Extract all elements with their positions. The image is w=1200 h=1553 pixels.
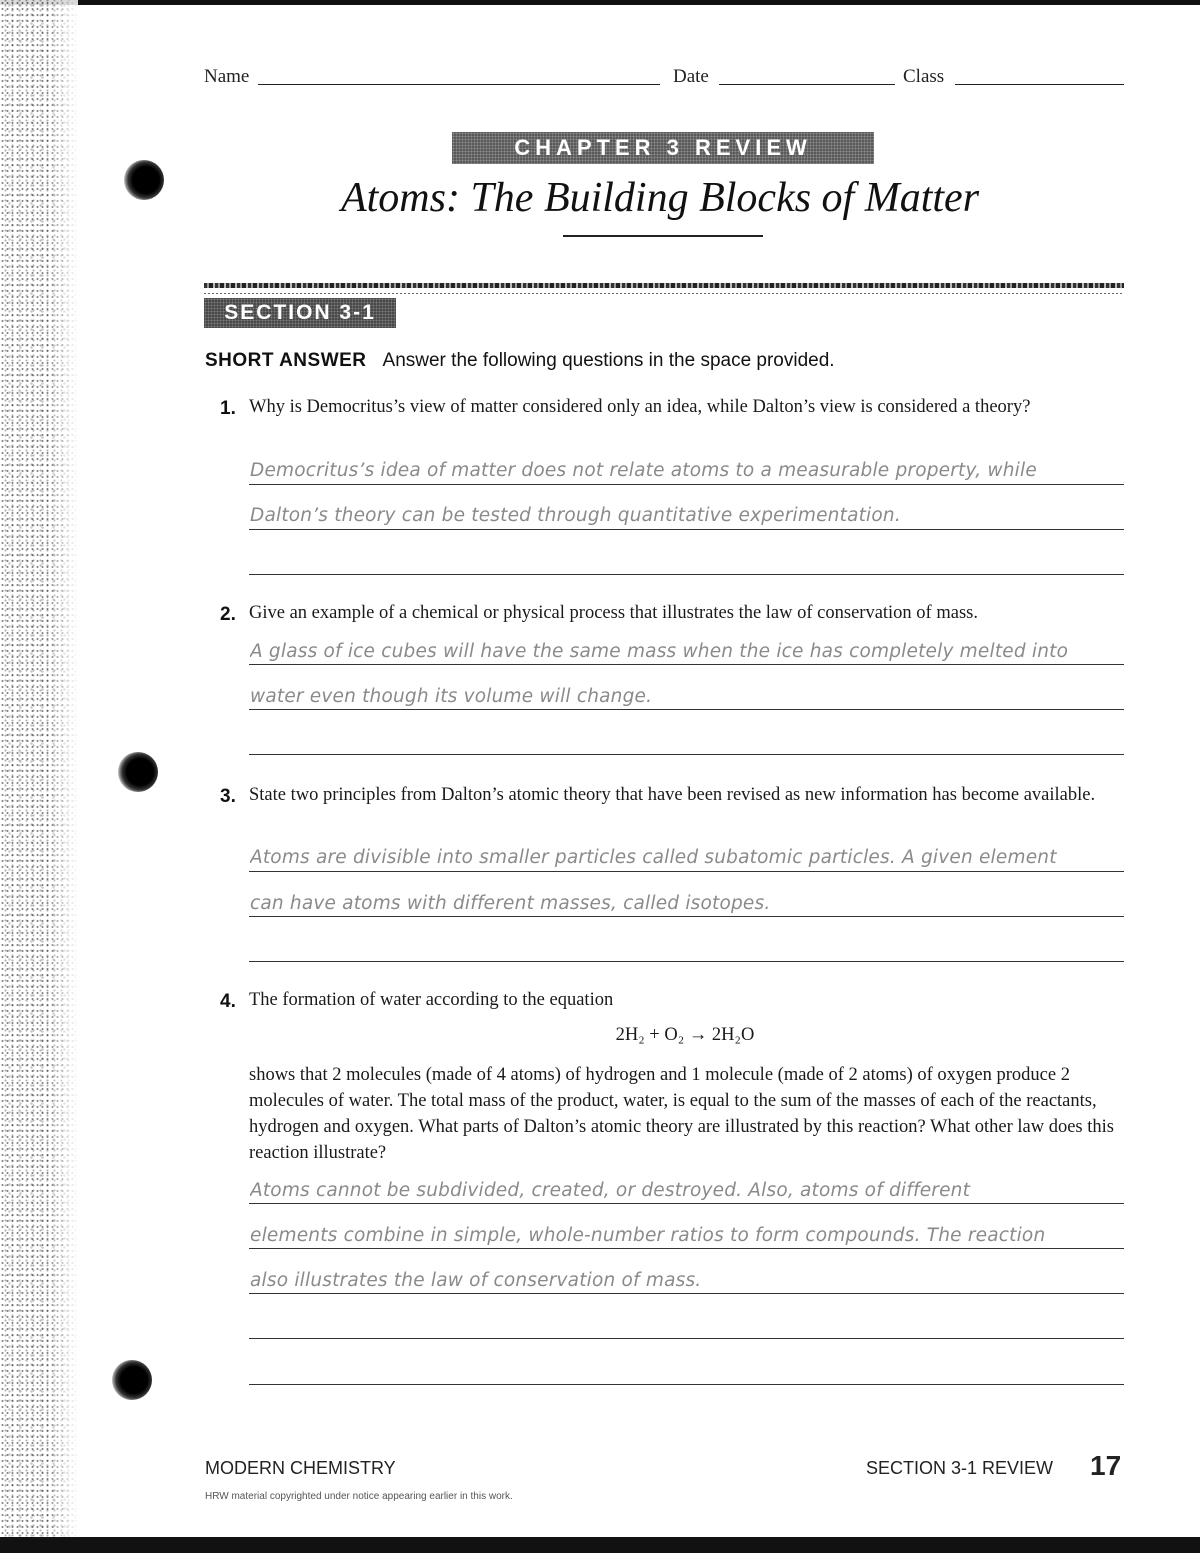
date-field-line[interactable] bbox=[719, 84, 895, 85]
answer-line bbox=[249, 484, 1124, 485]
binder-hole-bottom bbox=[112, 1360, 152, 1400]
answer-line bbox=[249, 1203, 1124, 1204]
instructions bbox=[205, 350, 835, 372]
question-text: State two principles from Dalton’s atomic theory that have been revised as new information has become available. bbox=[249, 785, 1096, 805]
copyright-notice: HRW material copyrighted under notice appearing earlier in this work. bbox=[205, 1491, 513, 1502]
footer-section: SECTION 3-1 REVIEW bbox=[866, 1458, 1054, 1478]
answer-line bbox=[249, 871, 1124, 872]
answer-line[interactable] bbox=[249, 574, 1124, 575]
binder-hole-middle bbox=[118, 752, 158, 792]
name-label: Name bbox=[204, 66, 250, 87]
answer-line[interactable] bbox=[249, 961, 1124, 962]
answer-text[interactable]: A glass of ice cubes will have the same mass when the ice has completely melted into bbox=[250, 641, 1069, 662]
answer-line bbox=[249, 1248, 1124, 1249]
answer-line[interactable] bbox=[249, 754, 1124, 755]
question-intro: The formation of water according to the equation bbox=[249, 990, 614, 1010]
title-underline bbox=[563, 235, 763, 237]
section-rule-dotted bbox=[204, 293, 1124, 294]
name-field-line[interactable] bbox=[258, 84, 660, 85]
question-number: 2. bbox=[220, 604, 236, 625]
question-text: Why is Democritus’s view of matter considered only an idea, while Dalton’s view is considered a theory? bbox=[249, 397, 1031, 417]
answer-text[interactable]: can have atoms with different masses, called isotopes. bbox=[250, 893, 771, 914]
page-title: Atoms: The Building Blocks of Matter bbox=[340, 175, 980, 221]
answer-text[interactable]: Dalton’s theory can be tested through quantitative experimentation. bbox=[250, 505, 901, 526]
class-label: Class bbox=[903, 66, 945, 87]
answer-text[interactable]: water even though its volume will change. bbox=[250, 686, 653, 707]
chapter-banner: CHAPTER 3 REVIEW bbox=[452, 132, 874, 164]
scan-edge-noise bbox=[0, 0, 78, 1540]
answer-text[interactable]: elements combine in simple, whole-number ratios to form compounds. The reaction bbox=[250, 1225, 1046, 1246]
answer-line bbox=[249, 529, 1124, 530]
answer-line bbox=[249, 1293, 1124, 1294]
answer-text[interactable]: also illustrates the law of conservation of mass. bbox=[250, 1270, 702, 1291]
chemical-equation: 2H₂ + O₂ → 2H₂O bbox=[615, 1025, 755, 1045]
answer-line[interactable] bbox=[249, 1384, 1124, 1385]
question-text: Give an example of a chemical or physical process that illustrates the law of conservation of mass. bbox=[249, 603, 978, 623]
answer-line bbox=[249, 664, 1124, 665]
answer-line bbox=[249, 916, 1124, 917]
section-tag: SECTION 3-1 bbox=[204, 298, 396, 328]
question-number: 4. bbox=[220, 991, 236, 1012]
answer-text[interactable]: Atoms cannot be subdivided, created, or destroyed. Also, atoms of different bbox=[250, 1180, 971, 1201]
instructions-lead: SHORT ANSWER bbox=[205, 350, 367, 371]
instructions-text: Answer the following questions in the space provided. bbox=[382, 350, 835, 371]
answer-line bbox=[249, 709, 1124, 710]
answer-text[interactable]: Democritus’s idea of matter does not relate atoms to a measurable property, while bbox=[250, 460, 1037, 481]
class-field-line[interactable] bbox=[955, 84, 1124, 85]
binder-hole-top bbox=[124, 160, 164, 200]
answer-text[interactable]: Atoms are divisible into smaller particles called subatomic particles. A given element bbox=[250, 847, 1057, 868]
top-border bbox=[0, 0, 1200, 5]
bottom-border bbox=[0, 1537, 1200, 1553]
footer-book-title: MODERN CHEMISTRY bbox=[205, 1458, 396, 1478]
date-label: Date bbox=[673, 66, 709, 87]
answer-line[interactable] bbox=[249, 1338, 1124, 1339]
question-number: 3. bbox=[220, 786, 236, 807]
question-text: shows that 2 molecules (made of 4 atoms) of hydrogen and 1 molecule (made of 2 atoms) of oxygen produce 2 molecules of water. The total mass of the product, water, is equal to the sum of the masses of each of the reactants, hydrogen and oxygen. What parts of Dalton’s atomic theory are illustrated by this reaction? What other law does this reaction illustrate? bbox=[249, 1065, 1114, 1163]
page-number: 17 bbox=[1090, 1450, 1122, 1481]
question-number: 1. bbox=[220, 398, 236, 419]
section-rule bbox=[204, 283, 1124, 288]
